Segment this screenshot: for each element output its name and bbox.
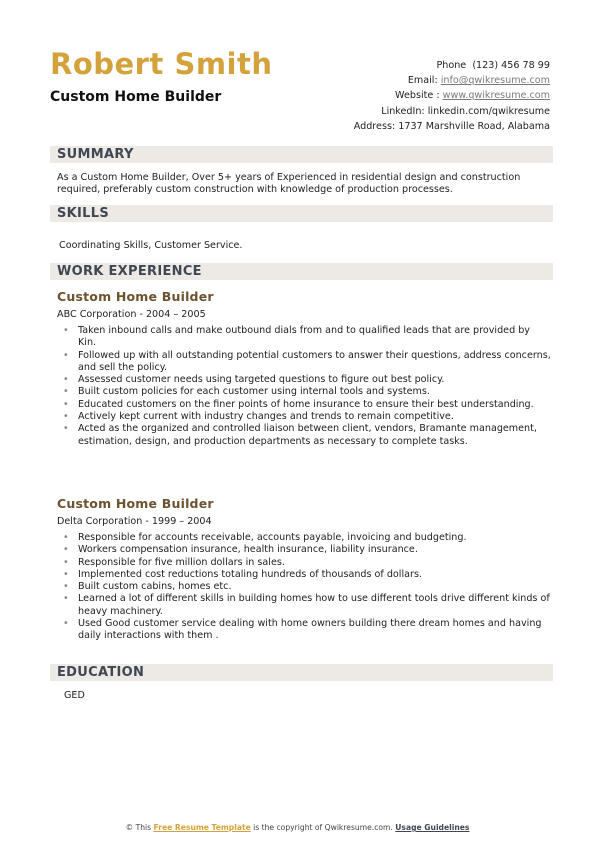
- list-item: • Used Good customer service dealing with home owners building there dream homes and having daily interactions with them .: [63, 618, 542, 642]
- bullet-icon: •: [63, 544, 69, 556]
- email-label: Email:: [407, 75, 438, 87]
- linkedin-label: LinkedIn:: [381, 105, 425, 117]
- section-skills-header: [50, 205, 553, 222]
- bullet-icon: •: [63, 398, 69, 410]
- contact-website: [354, 88, 550, 103]
- bullet-icon: •: [63, 411, 69, 423]
- phone-value: (123) 456 78 99: [472, 60, 550, 71]
- list-item: • Followed up with all outstanding potential customers to answer their questions, address concerns, and sell the policy.: [63, 349, 551, 373]
- education-text: GED: [64, 690, 85, 701]
- usage-guidelines-link[interactable]: Usage Guidelines: [395, 823, 470, 832]
- linkedin-value: linkedin.com/qwikresume: [427, 105, 550, 117]
- list-item: • Built custom policies for each customer using internal tools and systems.: [63, 386, 430, 398]
- list-item: • Taken inbound calls and make outbound dials from and to qualified leads that are provided by Kin.: [63, 325, 530, 349]
- bullet-icon: •: [63, 618, 69, 630]
- footer-middle: is the copyright of Qwikresume.com.: [253, 823, 393, 832]
- job-company-2: Delta Corporation - 1999 – 2004: [57, 516, 212, 527]
- contact-phone: [354, 58, 550, 73]
- bullet-icon: •: [63, 556, 69, 568]
- bullet-icon: •: [63, 593, 69, 605]
- section-work-header: [50, 263, 553, 280]
- bullet-icon: •: [63, 568, 69, 580]
- page-footer: [0, 823, 595, 832]
- bullet-icon: •: [63, 386, 69, 398]
- list-item: • Assessed customer needs using targeted questions to figure out best policy.: [63, 374, 445, 386]
- job-title-2: Custom Home Builder: [57, 496, 214, 511]
- list-item: • Responsible for five million dollars in sales.: [63, 556, 285, 568]
- job-bullets-2: [63, 532, 551, 643]
- list-item: • Acted as the organized and controlled liaison between client, vendors, Bramante management, estimation, design, and production departments as necessary to complete tasks.: [63, 423, 537, 447]
- phone-label: Phone: [436, 60, 467, 71]
- candidate-name: Robert Smith: [50, 47, 273, 81]
- bullet-icon: •: [63, 581, 69, 593]
- summary-text: As a Custom Home Builder, Over 5+ years of Experienced in residential design and construction required, preferably custom construction with knowledge of production processes.: [57, 172, 521, 196]
- footer-prefix: © This: [125, 823, 152, 832]
- section-education-title: EDUCATION: [57, 665, 145, 680]
- section-summary-header: [50, 146, 553, 163]
- job-company-1: ABC Corporation - 2004 – 2005: [57, 309, 206, 320]
- list-item: • Built custom cabins, homes etc.: [63, 581, 232, 593]
- job-bullets-1: [63, 325, 551, 448]
- section-summary-title: SUMMARY: [57, 147, 134, 162]
- bullet-icon: •: [63, 374, 69, 386]
- address-value: 1737 Marshville Road, Alabama: [398, 120, 550, 132]
- list-item: • Actively kept current with industry changes and trends to remain competitive.: [63, 411, 454, 423]
- section-education-header: [50, 664, 553, 681]
- website-link[interactable]: www.qwikresume.com: [442, 90, 550, 102]
- skills-text: Coordinating Skills, Customer Service.: [59, 240, 243, 251]
- list-item: • Workers compensation insurance, health insurance, liability insurance.: [63, 544, 418, 556]
- bullet-icon: •: [63, 325, 69, 336]
- contact-address: [354, 119, 550, 134]
- job-title-1: Custom Home Builder: [57, 289, 214, 304]
- website-label: Website :: [395, 90, 440, 102]
- candidate-title: Custom Home Builder: [50, 89, 222, 105]
- free-resume-template-link[interactable]: Free Resume Template: [153, 823, 251, 832]
- section-work-title: WORK EXPERIENCE: [57, 264, 202, 279]
- contact-linkedin: [354, 104, 550, 119]
- contact-block: [354, 58, 550, 134]
- list-item: • Implemented cost reductions totaling hundreds of thousands of dollars.: [63, 568, 422, 580]
- list-item: • Learned a lot of different skills in building homes how to use different tools drive different kinds of heavy machinery.: [63, 593, 550, 617]
- bullet-icon: •: [63, 532, 69, 543]
- section-skills-title: SKILLS: [57, 206, 110, 221]
- list-item: • Responsible for accounts receivable, accounts payable, invoicing and budgeting.: [63, 532, 467, 543]
- bullet-icon: •: [63, 423, 69, 435]
- list-item: • Educated customers on the finer points of home insurance to ensure their best understanding.: [63, 398, 534, 410]
- email-link[interactable]: info@qwikresume.com: [440, 75, 550, 87]
- contact-email: [354, 73, 550, 88]
- resume-header: [50, 46, 550, 130]
- address-label: Address:: [353, 120, 396, 132]
- bullet-icon: •: [63, 349, 69, 361]
